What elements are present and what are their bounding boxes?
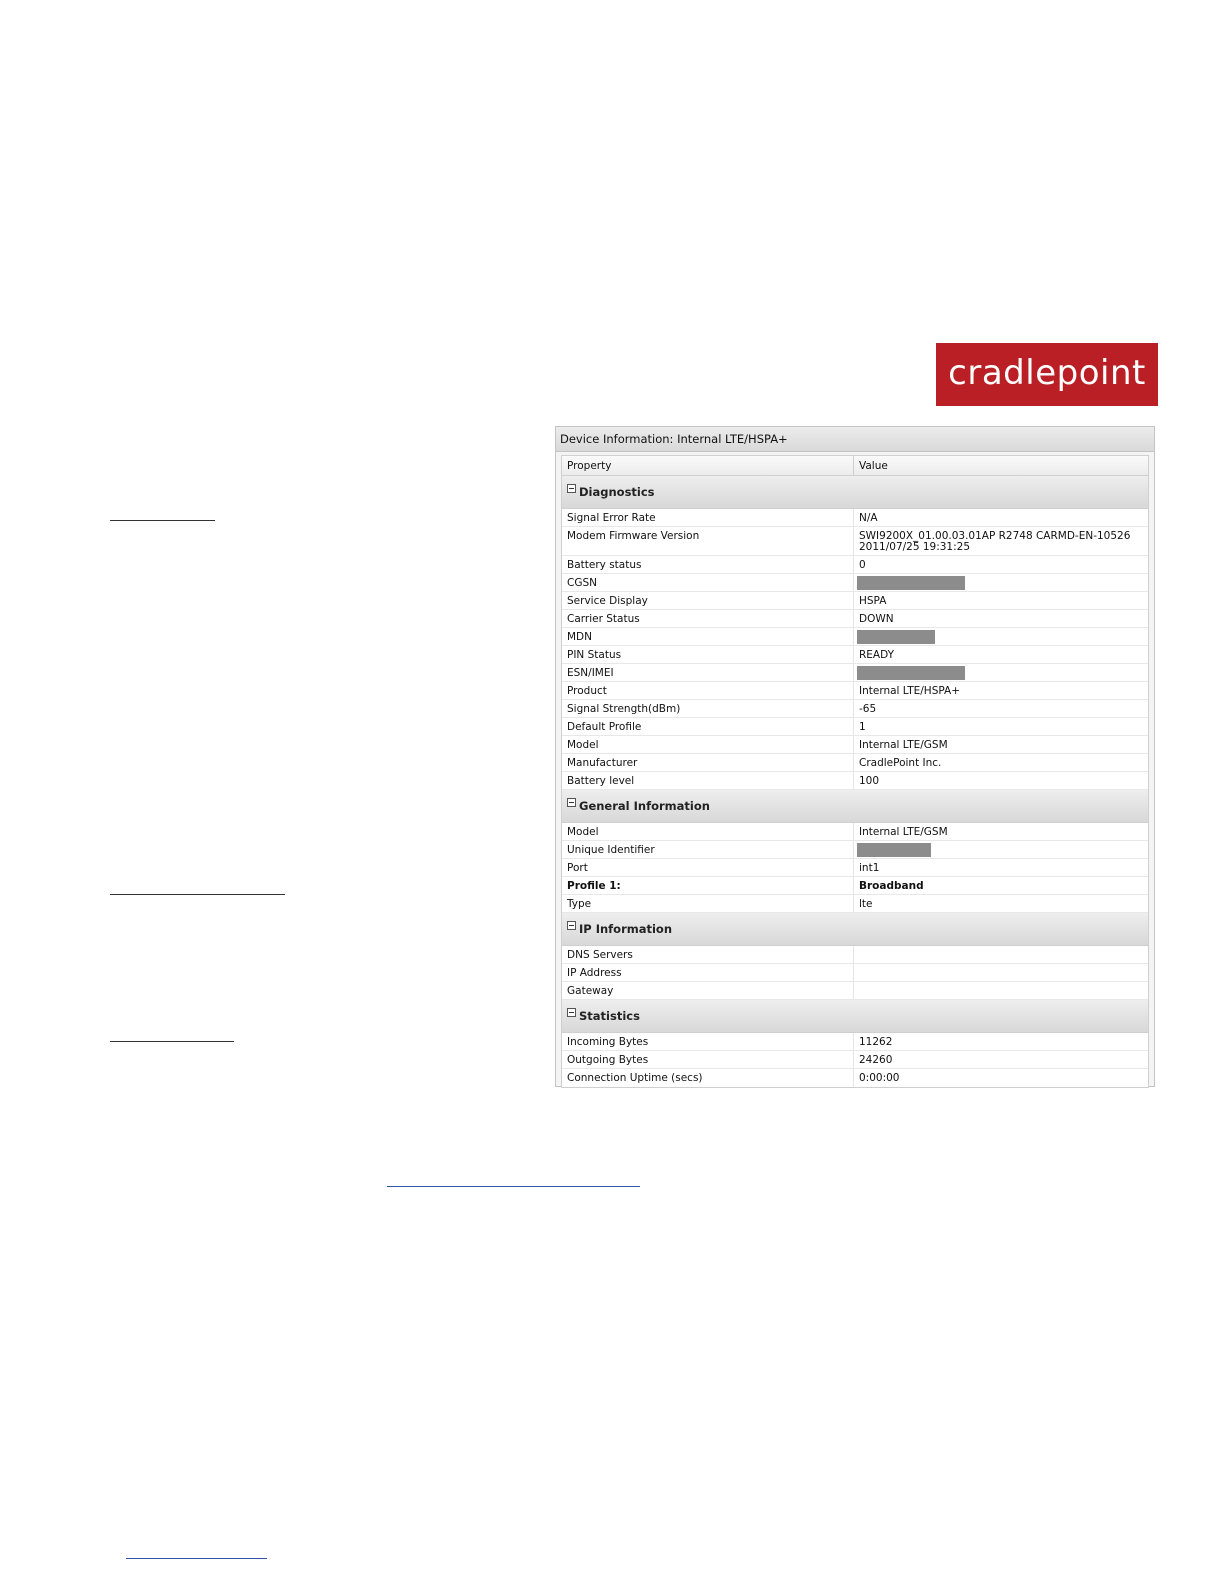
property-cell: Battery level [562, 772, 854, 789]
table-row [562, 895, 1148, 913]
table-row [562, 664, 1148, 682]
section-diagnostics[interactable] [562, 476, 1148, 509]
property-cell: MDN [562, 628, 854, 645]
value-cell: Broadband [859, 880, 924, 892]
property-cell: Incoming Bytes [562, 1033, 854, 1050]
table-row [562, 772, 1148, 790]
redacted-value [857, 630, 935, 644]
property-cell: Gateway [562, 982, 854, 999]
section-title: Diagnostics [579, 485, 655, 499]
value-cell: DOWN [859, 613, 894, 625]
firmware-version-line: SWI9200X_01.00.03.01AP R2748 CARMD-EN-10526 [859, 530, 1131, 542]
table-row [562, 1069, 1148, 1087]
table-row [562, 1033, 1148, 1051]
table-row [562, 877, 1148, 895]
table-row [562, 754, 1148, 772]
value-cell: 1 [859, 721, 866, 733]
value-cell: READY [859, 649, 895, 661]
collapse-icon[interactable] [567, 484, 576, 493]
value-cell [854, 982, 1148, 999]
table-row [562, 964, 1148, 982]
value-cell [854, 841, 1148, 858]
table-row [562, 646, 1148, 664]
value-cell: 0:00:00 [859, 1072, 900, 1084]
column-header-property[interactable]: Property [562, 456, 854, 475]
table-row [562, 718, 1148, 736]
property-cell: Connection Uptime (secs) [562, 1069, 854, 1087]
left-rule-1 [110, 520, 215, 521]
table-row [562, 592, 1148, 610]
link-rule [387, 1186, 640, 1187]
firmware-date-line: 2011/07/25 19:31:25 [859, 541, 971, 553]
property-cell: Port [562, 859, 854, 876]
property-cell: Modem Firmware Version [562, 527, 854, 555]
value-cell [854, 946, 1148, 963]
value-cell [854, 664, 1148, 681]
value-cell [854, 574, 1148, 591]
redacted-value [857, 843, 931, 857]
table-row [562, 841, 1148, 859]
value-cell: 24260 [859, 1054, 893, 1066]
value-cell [854, 527, 1148, 555]
property-cell: Outgoing Bytes [562, 1051, 854, 1068]
table-row [562, 628, 1148, 646]
property-cell: IP Address [562, 964, 854, 981]
cradlepoint-logo: cradlepoint [936, 343, 1158, 406]
panel-title: Device Information: Internal LTE/HSPA+ [556, 427, 1154, 452]
value-cell: Internal LTE/GSM [859, 826, 948, 838]
property-cell: Service Display [562, 592, 854, 609]
table-row [562, 509, 1148, 527]
value-cell [854, 628, 1148, 645]
table-row [562, 1051, 1148, 1069]
property-cell: Model [562, 736, 854, 753]
property-cell: Model [562, 823, 854, 840]
property-cell: Product [562, 682, 854, 699]
table-row [562, 574, 1148, 592]
table-row [562, 946, 1148, 964]
collapse-icon[interactable] [567, 798, 576, 807]
property-cell: Battery status [562, 556, 854, 573]
table-row [562, 610, 1148, 628]
property-cell: Signal Error Rate [562, 509, 854, 526]
collapse-icon[interactable] [567, 1008, 576, 1017]
value-cell: lte [859, 898, 873, 910]
value-cell [854, 964, 1148, 981]
table-row [562, 527, 1148, 556]
value-cell: Internal LTE/GSM [859, 739, 948, 751]
section-title: General Information [579, 799, 710, 813]
value-cell: 100 [859, 775, 880, 787]
property-cell: Unique Identifier [562, 841, 854, 858]
redacted-value [857, 576, 965, 590]
table-row [562, 682, 1148, 700]
property-cell: Carrier Status [562, 610, 854, 627]
table-row [562, 859, 1148, 877]
value-cell: 11262 [859, 1036, 893, 1048]
value-cell: CradlePoint Inc. [859, 757, 942, 769]
device-info-grid [561, 455, 1149, 1088]
redacted-value [857, 666, 965, 680]
property-cell: Signal Strength(dBm) [562, 700, 854, 717]
section-title: Statistics [579, 1009, 640, 1023]
left-rule-3 [110, 1041, 234, 1042]
table-row [562, 556, 1148, 574]
table-row [562, 736, 1148, 754]
property-cell: Type [562, 895, 854, 912]
collapse-icon[interactable] [567, 921, 576, 930]
grid-header [562, 456, 1148, 476]
left-rule-2 [110, 894, 285, 895]
property-cell: CGSN [562, 574, 854, 591]
property-cell: Default Profile [562, 718, 854, 735]
section-ip-information[interactable] [562, 913, 1148, 946]
section-statistics[interactable] [562, 1000, 1148, 1033]
property-cell: Manufacturer [562, 754, 854, 771]
value-cell: Internal LTE/HSPA+ [859, 685, 960, 697]
property-cell: Profile 1: [562, 877, 854, 894]
column-header-value[interactable]: Value [859, 460, 888, 472]
section-title: IP Information [579, 922, 673, 936]
footer-rule [126, 1558, 267, 1559]
property-cell: ESN/IMEI [562, 664, 854, 681]
value-cell: 0 [859, 559, 866, 571]
value-cell: -65 [859, 703, 877, 715]
device-info-panel [555, 426, 1155, 1087]
table-row [562, 700, 1148, 718]
value-cell: int1 [859, 862, 880, 874]
value-cell: N/A [859, 512, 878, 524]
table-row [562, 823, 1148, 841]
value-cell: HSPA [859, 595, 887, 607]
section-general-information[interactable] [562, 790, 1148, 823]
property-cell: DNS Servers [562, 946, 854, 963]
table-row [562, 982, 1148, 1000]
property-cell: PIN Status [562, 646, 854, 663]
